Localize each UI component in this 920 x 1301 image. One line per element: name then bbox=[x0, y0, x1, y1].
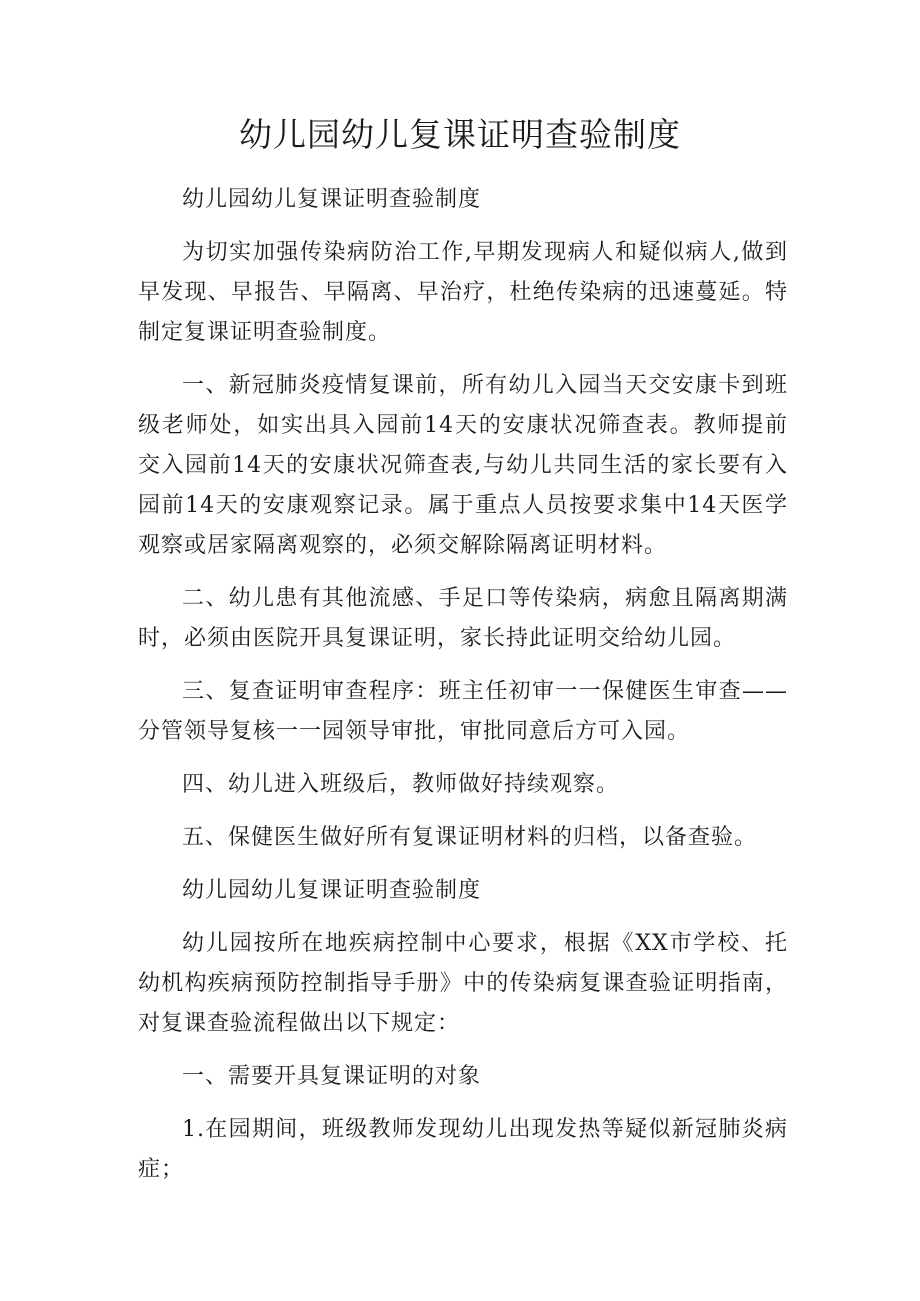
paragraph-item-5: 五、保健医生做好所有复课证明材料的归档，以备查验。 bbox=[182, 825, 758, 850]
paragraph-intro: 为切实加强传染病防治工作,早期发现病人和疑似病人,做到早发现、早报告、早隔离、早治疗，杜绝传染病的迅速蔓延。特制定复课证明查验制度。 bbox=[138, 240, 788, 345]
paragraph-section-heading: 一、需要开具复课证明的对象 bbox=[182, 1064, 482, 1089]
document-title: 幼儿园幼儿复课证明查验制度 bbox=[239, 115, 681, 154]
paragraph-subtitle-1: 幼儿园幼儿复课证明查验制度 bbox=[182, 187, 482, 212]
paragraph-item-1: 一、新冠肺炎疫情复课前，所有幼儿入园当天交安康卡到班级老师处，如实出具入园前14天的安康状况筛查表。教师提前交入园前14天的安康状况筛查表,与幼儿共同生活的家长要有入园前14天的安康观察记录。属于重点人员按要求集中14天医学观察或居家隔离观察的，必须交解除隔离证明材料。 bbox=[138, 373, 788, 558]
paragraph-item-3: 三、复查证明审查程序：班主任初审一一保健医生审查——分管领导复核一一园领导审批，审批同意后方可入园。 bbox=[138, 679, 788, 744]
paragraph-item-2: 二、幼儿患有其他流感、手足口等传染病，病愈且隔离期满时，必须由医院开具复课证明，家长持此证明交给幼儿园。 bbox=[138, 586, 788, 651]
paragraph-item-4: 四、幼儿进入班级后，教师做好持续观察。 bbox=[182, 772, 620, 797]
paragraph-rules-intro: 幼儿园按所在地疾病控制中心要求，根据《XX市学校、托幼机构疾病预防控制指导手册》中的传染病复课查验证明指南，对复课查验流程做出以下规定： bbox=[138, 931, 788, 1036]
paragraph-subtitle-2: 幼儿园幼儿复课证明查验制度 bbox=[182, 878, 482, 903]
paragraph-point-1: 1.在园期间，班级教师发现幼儿出现发热等疑似新冠肺炎病症； bbox=[138, 1117, 788, 1182]
document-body bbox=[138, 180, 788, 1190]
